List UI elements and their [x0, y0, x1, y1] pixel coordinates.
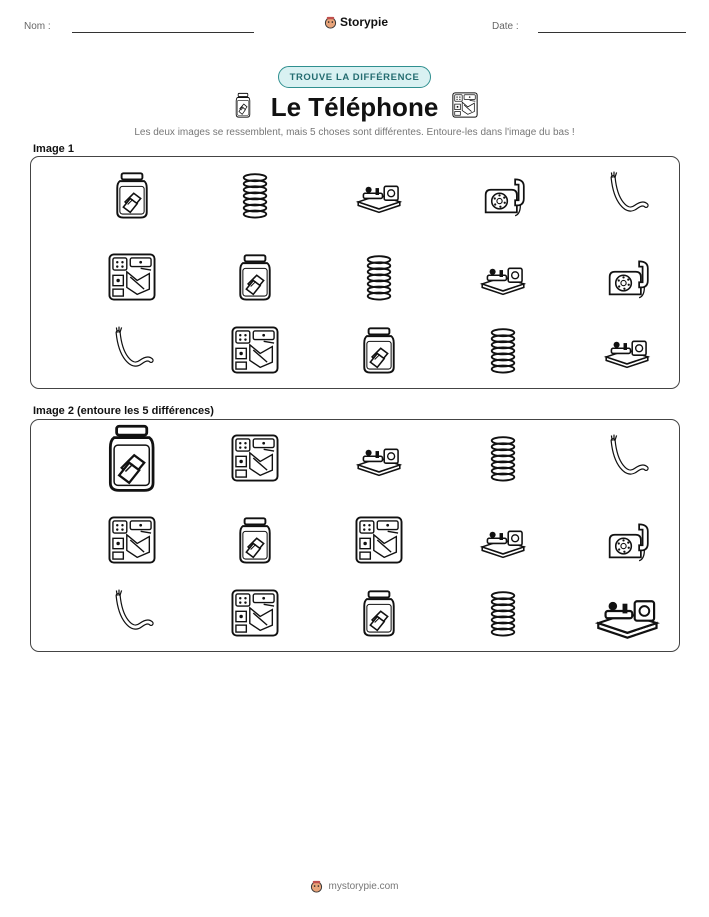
image1-spring-icon — [229, 169, 281, 221]
mascot-icon — [310, 880, 323, 893]
image2-spring-icon[interactable] — [477, 587, 529, 639]
image2-cable-icon[interactable] — [106, 587, 158, 639]
image1-switchboard-icon — [229, 324, 281, 376]
image2-jar-icon[interactable] — [353, 587, 405, 639]
image2-rotary-phone-icon[interactable] — [601, 514, 653, 566]
image1-rotary-phone-icon — [477, 169, 529, 221]
image1-cable-icon — [601, 169, 653, 221]
image1-jar-icon — [229, 251, 281, 303]
image2-spring-icon[interactable] — [477, 432, 529, 484]
image1-frame — [30, 156, 680, 389]
image2-telegraph-icon[interactable] — [477, 514, 529, 566]
image2-cable-icon[interactable] — [601, 432, 653, 484]
image2-telegraph-icon[interactable] — [591, 577, 664, 650]
name-field[interactable] — [72, 32, 254, 33]
brand-name: Storypie — [340, 15, 389, 29]
date-field[interactable] — [538, 32, 686, 33]
image1-telegraph-icon — [353, 169, 405, 221]
activity-badge: TROUVE LA DIFFÉRENCE — [278, 66, 431, 88]
image1-rotary-phone-icon — [601, 251, 653, 303]
date-label: Date : — [492, 21, 519, 32]
image2-frame[interactable] — [30, 419, 680, 652]
image2-switchboard-icon[interactable] — [353, 514, 405, 566]
brand-logo — [324, 15, 388, 29]
image1-switchboard-icon — [106, 251, 158, 303]
image2-label: Image 2 (entoure les 5 différences) — [33, 405, 214, 417]
image1-jar-icon — [353, 324, 405, 376]
image2-jar-icon[interactable] — [94, 420, 169, 495]
footer — [0, 880, 709, 893]
image2-telegraph-icon[interactable] — [353, 432, 405, 484]
image1-cable-icon — [106, 324, 158, 376]
footer-url[interactable]: mystorypie.com — [328, 881, 399, 892]
name-label: Nom : — [24, 21, 51, 32]
mascot-icon — [324, 16, 337, 29]
page-title: Le Téléphone — [270, 92, 439, 122]
image1-spring-icon — [353, 251, 405, 303]
image1-label: Image 1 — [33, 143, 74, 155]
image1-jar-icon — [106, 169, 158, 221]
title-switchboard-icon — [451, 91, 479, 119]
instructions: Les deux images se ressemblent, mais 5 choses sont différentes. Entoure-les dans l'image du bas ! — [134, 127, 575, 138]
image1-spring-icon — [477, 324, 529, 376]
image2-switchboard-icon[interactable] — [229, 587, 281, 639]
image2-switchboard-icon[interactable] — [229, 432, 281, 484]
image2-switchboard-icon[interactable] — [106, 514, 158, 566]
image1-telegraph-icon — [601, 324, 653, 376]
image2-jar-icon[interactable] — [229, 514, 281, 566]
image1-telegraph-icon — [477, 251, 529, 303]
